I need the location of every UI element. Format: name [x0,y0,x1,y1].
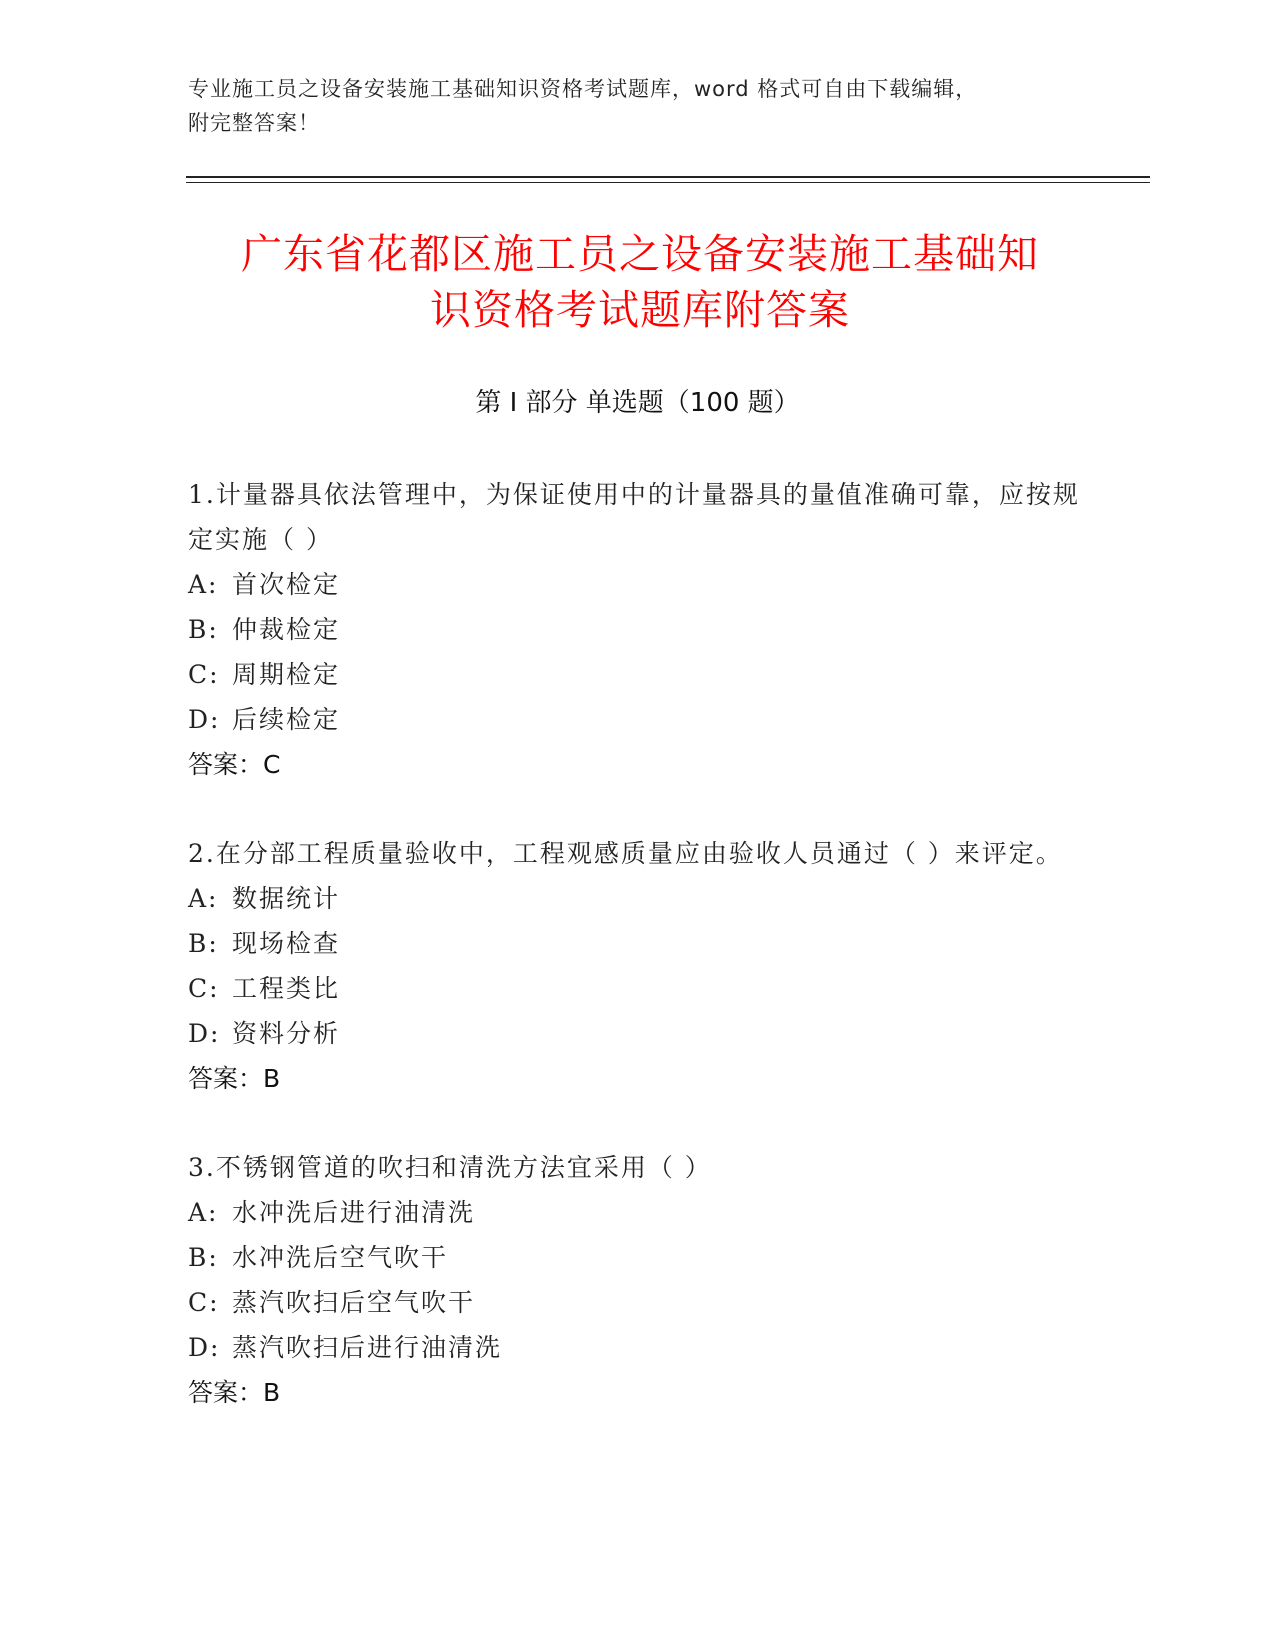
option-a [188,1190,1088,1235]
header-note [188,72,1088,140]
option-text: 资料分析 [232,1019,341,1048]
option-letter: C: [188,660,220,689]
section-title: 第 I 部分 单选题（100 题） [475,388,800,418]
option-text: 现场检查 [232,929,341,958]
option-text: 蒸汽吹扫后进行油清洗 [232,1333,503,1362]
option-letter: D: [188,1019,221,1048]
question-text: 3.不锈钢管道的吹扫和清洗方法宜采用（ ） [188,1153,712,1182]
option-letter: A: [188,570,219,599]
option-letter: C: [188,974,220,1003]
document-title [160,226,1120,338]
document-title-line-2: 识资格考试题库附答案 [430,286,850,334]
option-b [188,607,1088,652]
option-letter: D: [188,705,221,734]
option-list [188,1190,1088,1370]
option-a [188,876,1088,921]
header-divider-thin [186,182,1150,183]
option-text: 后续检定 [232,705,341,734]
option-text: 数据统计 [232,884,341,913]
option-list [188,876,1088,1056]
option-d [188,697,1088,742]
option-b [188,1235,1088,1280]
option-text: 水冲洗后进行油清洗 [232,1198,476,1227]
option-a [188,562,1088,607]
option-text: 水冲洗后空气吹干 [232,1243,449,1272]
option-c [188,966,1088,1011]
answer-line: 答案：B [188,1378,281,1407]
question-list [188,472,1088,1459]
option-text: 首次检定 [232,570,341,599]
document-title-line-1: 广东省花都区施工员之设备安装施工基础知 [241,230,1039,278]
header-note-line-2: 附完整答案！ [188,111,320,135]
option-letter: D: [188,1333,221,1362]
question-3 [188,1145,1088,1415]
question-text: 2.在分部工程质量验收中，工程观感质量应由验收人员通过（ ）来评定。 [188,839,1063,868]
option-c [188,1280,1088,1325]
option-list [188,562,1088,742]
option-d [188,1325,1088,1370]
question-text: 1.计量器具依法管理中，为保证使用中的计量器具的量值准确可靠，应按规定实施（ ） [188,480,1080,554]
option-letter: B: [188,929,219,958]
option-letter: A: [188,884,219,913]
option-letter: B: [188,1243,219,1272]
answer-line: 答案：C [188,750,281,779]
header-divider-thick [186,176,1150,178]
option-text: 工程类比 [232,974,341,1003]
option-text: 仲裁检定 [232,615,341,644]
question-2 [188,831,1088,1101]
option-c [188,652,1088,697]
option-letter: A: [188,1198,219,1227]
question-1 [188,472,1088,787]
option-letter: C: [188,1288,220,1317]
option-text: 蒸汽吹扫后空气吹干 [232,1288,476,1317]
option-b [188,921,1088,966]
answer-line: 答案：B [188,1064,281,1093]
header-note-line-1: 专业施工员之设备安装施工基础知识资格考试题库，word 格式可自由下载编辑， [188,77,978,101]
option-letter: B: [188,615,219,644]
option-text: 周期检定 [232,660,341,689]
option-d [188,1011,1088,1056]
